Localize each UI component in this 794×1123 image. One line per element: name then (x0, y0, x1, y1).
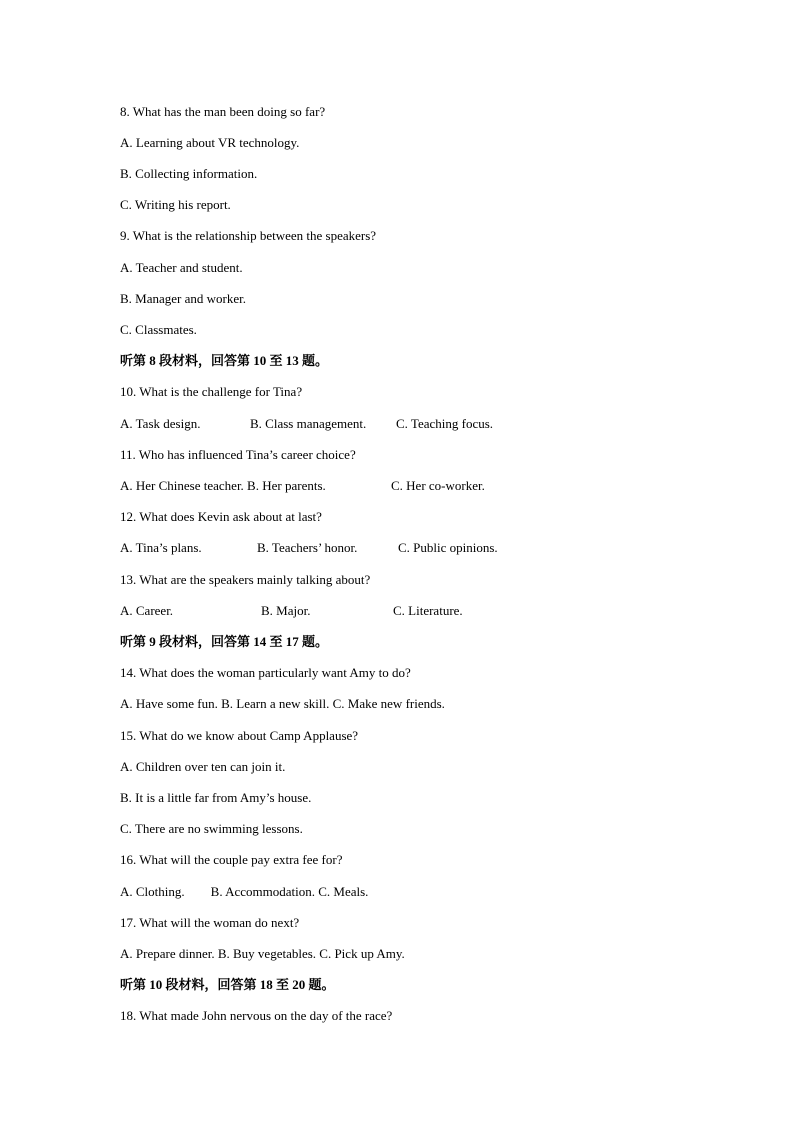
option-9c: C. Classmates. (120, 322, 197, 337)
option-12b: B. Teachers’ honor. (257, 540, 358, 555)
option-11c: C. Her co-worker. (391, 478, 485, 493)
option-11ab: A. Her Chinese teacher. B. Her parents. (120, 478, 326, 493)
question-15: 15. What do we know about Camp Applause? (120, 728, 359, 743)
option-8a: A. Learning about VR technology. (120, 135, 300, 150)
option-13a: A. Career. (120, 603, 174, 618)
option-15b: B. It is a little far from Amy’s house. (120, 790, 312, 805)
question-10: 10. What is the challenge for Tina? (120, 384, 303, 399)
option-12c: C. Public opinions. (398, 540, 498, 555)
section-heading-9: 听第 9 段材料，回答第 14 至 17 题。 (120, 634, 329, 649)
options-12 (120, 538, 498, 558)
question-18: 18. What made John nervous on the day of the race? (120, 1008, 393, 1023)
option-10a: A. Task design. (120, 416, 201, 431)
option-10c: C. Teaching focus. (396, 416, 494, 431)
question-8: 8. What has the man been doing so far? (120, 104, 326, 119)
section-heading-10: 听第 10 段材料，回答第 18 至 20 题。 (120, 977, 335, 992)
options-14: A. Have some fun. B. Learn a new skill. C. Make new friends. (120, 696, 445, 711)
option-13c: C. Literature. (393, 603, 463, 618)
option-15a: A. Children over ten can join it. (120, 759, 286, 774)
options-13 (120, 601, 463, 621)
question-14: 14. What does the woman particularly want Amy to do? (120, 665, 411, 680)
options-16: A. Clothing. B. Accommodation. C. Meals. (120, 884, 369, 899)
option-10b: B. Class management. (250, 416, 367, 431)
option-15c: C. There are no swimming lessons. (120, 821, 303, 836)
question-13: 13. What are the speakers mainly talking about? (120, 572, 371, 587)
option-9b: B. Manager and worker. (120, 291, 246, 306)
section-heading-8: 听第 8 段材料，回答第 10 至 13 题。 (120, 353, 329, 368)
question-17: 17. What will the woman do next? (120, 915, 300, 930)
option-9a: A. Teacher and student. (120, 260, 243, 275)
question-9: 9. What is the relationship between the speakers? (120, 228, 377, 243)
option-12a: A. Tina’s plans. (120, 540, 202, 555)
option-8c: C. Writing his report. (120, 197, 231, 212)
options-11 (120, 476, 485, 496)
option-8b: B. Collecting information. (120, 166, 258, 181)
options-17: A. Prepare dinner. B. Buy vegetables. C. Pick up Amy. (120, 946, 405, 961)
question-11: 11. Who has influenced Tina’s career choice? (120, 447, 356, 462)
option-13b: B. Major. (261, 603, 311, 618)
question-12: 12. What does Kevin ask about at last? (120, 509, 322, 524)
question-16: 16. What will the couple pay extra fee for? (120, 852, 343, 867)
options-10 (120, 414, 494, 434)
